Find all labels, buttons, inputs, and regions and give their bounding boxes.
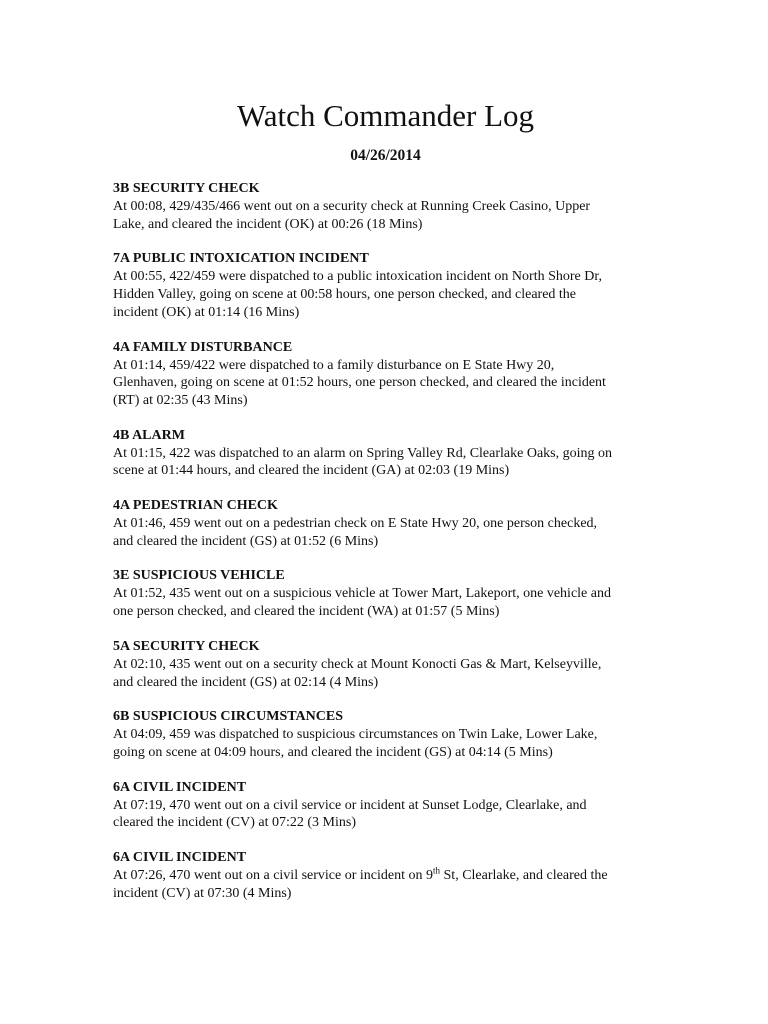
entry-line: At 01:52, 435 went out on a suspicious vehicle at Tower Mart, Lakeport, one vehicle and [113,586,611,602]
entry-line: Hidden Valley, going on scene at 00:58 hours, one person checked, and cleared the [113,287,577,303]
entry-body [113,357,658,410]
entry-heading: 4B ALARM [113,427,185,443]
entry-line-text: At 07:26, 470 went out on a civil service or incident on 9 [113,868,433,884]
document-date: 04/26/2014 [350,147,421,164]
entry-line: Glenhaven, going on scene at 01:52 hours, one person checked, and cleared the incident [113,375,606,391]
entry-heading: 5A SECURITY CHECK [113,638,260,654]
entry-line: At 02:10, 435 went out on a security check at Mount Konocti Gas & Mart, Kelseyville, [113,656,602,672]
ordinal-suffix: th [433,865,441,876]
entry-body [113,515,658,550]
entry-line: At 00:08, 429/435/466 went out on a security check at Running Creek Casino, Upper [113,199,591,214]
entry-body [113,268,658,321]
entry-heading: 3E SUSPICIOUS VEHICLE [113,568,285,584]
entry-line: (RT) at 02:35 (43 Mins) [113,392,248,408]
entry-line: and cleared the incident (GS) at 02:14 (4 Mins) [113,674,379,690]
entry-line: incident (CV) at 07:30 (4 Mins) [113,885,292,901]
log-entry [113,849,658,902]
entry-line: At 01:46, 459 went out on a pedestrian check on E State Hwy 20, one person checked, [113,516,598,532]
entry-line: At 00:55, 422/459 were dispatched to a public intoxication incident on North Shore Dr, [113,269,602,285]
entry-line: At 01:14, 459/422 were dispatched to a family disturbance on E State Hwy 20, [113,357,555,373]
entry-body [113,797,658,832]
entry-body [113,198,658,233]
entry-body [113,585,658,620]
entry-line: one person checked, and cleared the incident (WA) at 01:57 (5 Mins) [113,604,500,620]
entry-line: cleared the incident (CV) at 07:22 (3 Mins) [113,815,356,831]
entry-heading: 7A PUBLIC INTOXICATION INCIDENT [113,251,369,267]
entry-body [113,445,658,480]
entry-heading: 4A PEDESTRIAN CHECK [113,498,278,514]
log-entries [113,180,658,919]
entry-body [113,867,658,902]
entry-line: and cleared the incident (GS) at 01:52 (6 Mins) [113,533,379,549]
log-entry [113,567,658,620]
log-entry [113,250,658,321]
entry-line [113,867,658,885]
entry-heading: 3B SECURITY CHECK [113,181,260,196]
log-entry [113,339,658,410]
entry-heading: 4A FAMILY DISTURBANCE [113,339,293,355]
entry-body [113,726,658,761]
entry-body [113,656,658,691]
log-entry [113,427,658,480]
entry-line-text: St, Clearlake, and cleared the [440,868,608,884]
entry-heading: 6B SUSPICIOUS CIRCUMSTANCES [113,709,344,725]
entry-heading: 6A CIVIL INCIDENT [113,850,247,866]
entry-line: At 01:15, 422 was dispatched to an alarm on Spring Valley Rd, Clearlake Oaks, going on [113,445,612,461]
log-entry [113,497,658,550]
log-entry [113,708,658,761]
log-entry [113,180,658,233]
entry-line: going on scene at 04:09 hours, and cleared the incident (GS) at 04:14 (5 Mins) [113,744,553,760]
log-entry [113,638,658,691]
entry-line: At 04:09, 459 was dispatched to suspicious circumstances on Twin Lake, Lower Lake, [113,727,598,743]
entry-heading: 6A CIVIL INCIDENT [113,779,247,795]
log-entry [113,779,658,832]
entry-line: incident (OK) at 01:14 (16 Mins) [113,304,300,320]
entry-line: Lake, and cleared the incident (OK) at 00:26 (18 Mins) [113,216,423,232]
document-title: Watch Commander Log [236,98,535,133]
entry-line: scene at 01:44 hours, and cleared the incident (GA) at 02:03 (19 Mins) [113,463,510,479]
entry-line: At 07:19, 470 went out on a civil service or incident at Sunset Lodge, Clearlake, and [113,797,587,813]
